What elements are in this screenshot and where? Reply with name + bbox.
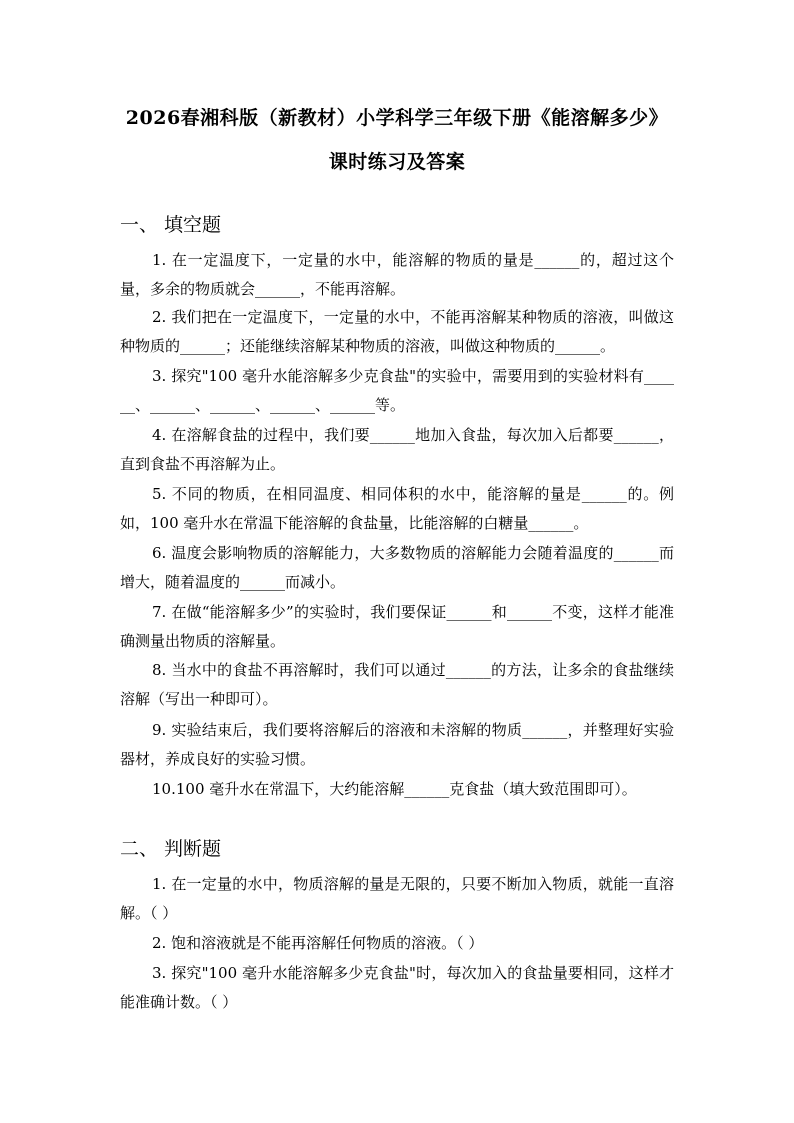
judge-question-2: 2. 饱和溶液就是不能再溶解任何物质的溶液。（ ） [152, 934, 484, 952]
fill-question-7: 7. 在做“能溶解多少”的实验时，我们要保证______和______不变，这样才能准确测量出物质的溶解量。 [120, 603, 674, 650]
fill-question-6: 6. 温度会影响物质的溶解能力，大多数物质的溶解能力会随着温度的______而增大，随着温度的______而减小。 [120, 544, 674, 591]
fill-question-3: 3. 探究"100 毫升水能溶解多少克食盐"的实验中，需要用到的实验材料有______、______、______、______、______等。 [120, 367, 674, 414]
fill-question-2: 2. 我们把在一定温度下，一定量的水中，不能再溶解某种物质的溶液，叫做这种物质的______；还能继续溶解某种物质的溶液，叫做这种物质的______。 [120, 308, 674, 355]
fill-question-10: 10.100 毫升水在常温下，大约能溶解______克食盐（填大致范围即可）。 [152, 780, 637, 798]
judge-question-3: 3. 探究"100 毫升水能溶解多少克食盐"时，每次加入的食盐量要相同，这样才能准确计数。（ ） [120, 964, 674, 1011]
section-heading-fill-in-blanks: 一、 填空题 [120, 214, 222, 236]
fill-question-4: 4. 在溶解食盐的过程中，我们要______地加入食盐，每次加入后都要______，直到食盐不再溶解为止。 [120, 426, 674, 473]
fill-question-5: 5. 不同的物质，在相同温度、相同体积的水中，能溶解的量是______的。例如，100 毫升水在常温下能溶解的食盐量，比能溶解的白糖量______。 [120, 485, 674, 532]
judge-question-1: 1. 在一定量的水中，物质溶解的量是无限的，只要不断加入物质，就能一直溶解。（ ） [120, 875, 674, 922]
fill-question-8: 8. 当水中的食盐不再溶解时，我们可以通过______的方法，让多余的食盐继续溶解（写出一种即可）。 [120, 661, 674, 708]
document-title-line-2: 课时练习及答案 [328, 151, 466, 173]
fill-question-1: 1. 在一定温度下，一定量的水中，能溶解的物质的量是______的，超过这个量，多余的物质就会______，不能再溶解。 [120, 251, 674, 298]
fill-question-9: 9. 实验结束后，我们要将溶解后的溶液和未溶解的物质______，并整理好实验器材，养成良好的实验习惯。 [120, 721, 674, 768]
document-title-line-1: 2026春湘科版（新教材）小学科学三年级下册《能溶解多少》 [125, 107, 669, 129]
section-heading-true-false: 二、 判断题 [120, 838, 222, 860]
